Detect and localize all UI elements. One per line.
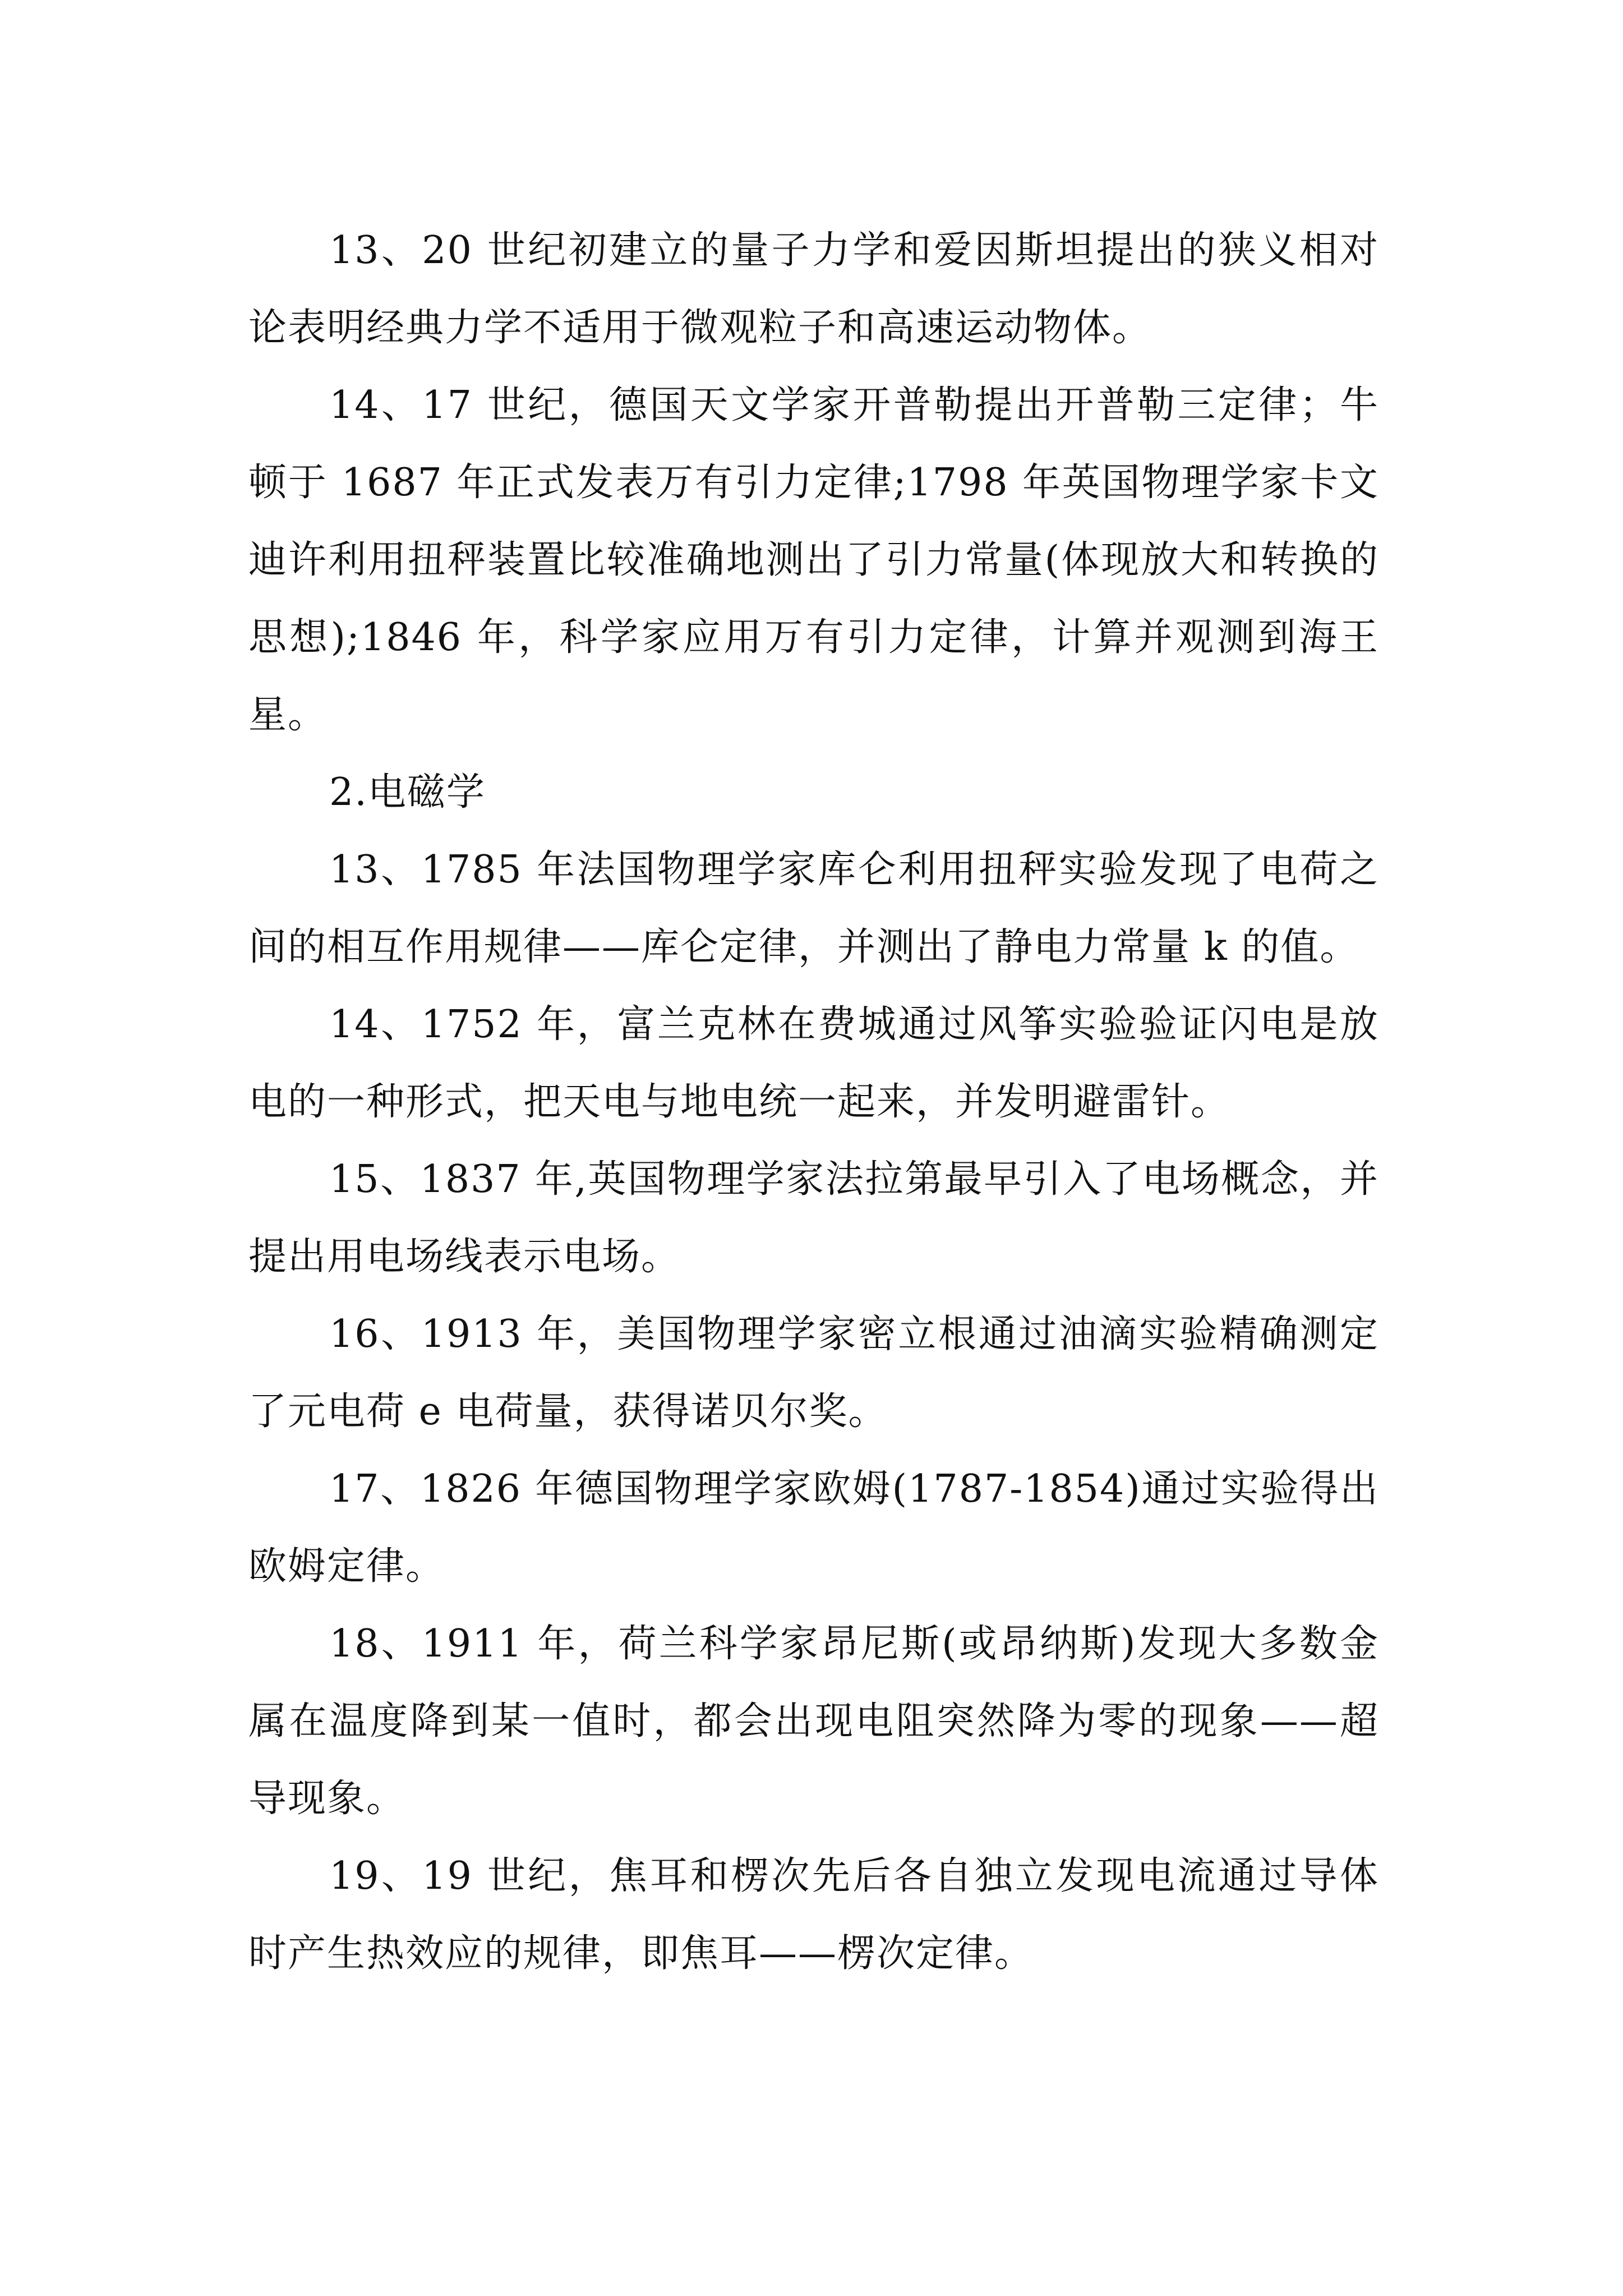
paragraph-gravitation-history: 14、17 世纪，德国天文学家开普勒提出开普勒三定律；牛顿于 1687 年正式发表万有引力定律;1798 年英国物理学家卡文迪许利用扭秤装置比较准确地测出了引力常量(体现放大和转换的思想);1846 年，科学家应用万有引力定律，计算并观测到海王星。 (248, 383, 1379, 737)
section-heading-electromagnetism: 2.电磁学 (329, 770, 486, 815)
paragraph-ohm: 17、1826 年德国物理学家欧姆(1787-1854)通过实验得出欧姆定律。 (248, 1467, 1379, 1589)
paragraph-faraday: 15、1837 年,英国物理学家法拉第最早引入了电场概念，并提出用电场线表示电场。 (248, 1157, 1379, 1279)
paragraph-franklin: 14、1752 年，富兰克林在费城通过风筝实验验证闪电是放电的一种形式，把天电与地电统一起来，并发明避雷针。 (248, 1002, 1379, 1124)
paragraph-onnes: 18、1911 年，荷兰科学家昂尼斯(或昂纳斯)发现大多数金属在温度降到某一值时，都会出现电阻突然降为零的现象——超导现象。 (248, 1622, 1379, 1821)
paragraph-quantum-relativity: 13、20 世纪初建立的量子力学和爱因斯坦提出的狭义相对论表明经典力学不适用于微观粒子和高速运动物体。 (248, 228, 1379, 350)
paragraph-millikan: 16、1913 年，美国物理学家密立根通过油滴实验精确测定了元电荷 e 电荷量，获得诺贝尔奖。 (248, 1312, 1379, 1434)
document-body (248, 212, 1379, 1993)
paragraph-coulomb: 13、1785 年法国物理学家库仑利用扭秤实验发现了电荷之间的相互作用规律——库仑定律，并测出了静电力常量 k 的值。 (248, 848, 1379, 969)
paragraph-joule-lenz: 19、19 世纪，焦耳和楞次先后各自独立发现电流通过导体时产生热效应的规律，即焦耳——楞次定律。 (248, 1854, 1379, 1976)
